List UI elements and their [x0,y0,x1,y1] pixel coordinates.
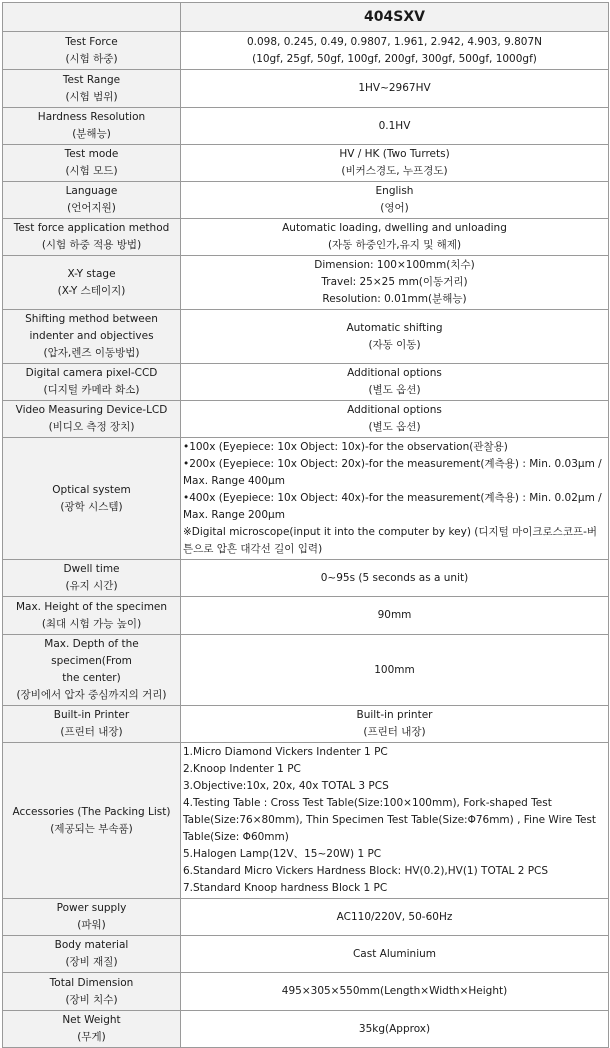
spec-value-cell [181,438,609,560]
spec-value-line: Dimension: 100×100mm(치수) [314,259,475,271]
spec-value-line: (별도 옵션) [368,421,421,433]
spec-value-line: Automatic shifting [346,321,443,334]
spec-row [3,973,609,1011]
spec-label-line: Shifting method between [25,313,158,325]
spec-label-line: (시험 모드) [65,165,118,177]
spec-label-cell [3,597,181,635]
spec-label-line: Hardness Resolution [37,111,146,123]
spec-label-cell [3,256,181,310]
spec-label-line: (제공되는 부속품) [50,822,133,835]
spec-label-cell [3,438,181,560]
spec-value-line: 0~95s (5 seconds as a unit) [320,571,469,584]
spec-value-line: (별도 옵션) [368,384,421,396]
spec-value-cell [181,364,609,401]
spec-row [3,219,609,256]
spec-value-line: 35kg(Approx) [358,1022,431,1035]
spec-label-cell [3,70,181,108]
spec-value-cell [181,145,609,182]
spec-value-line: AC110/220V, 50-60Hz [336,910,453,923]
spec-value-cell [181,70,609,108]
spec-label-line: Digital camera pixel-CCD [25,367,158,379]
spec-label-line: (장비 치수) [65,993,118,1006]
spec-label-line: (시험 범위) [65,90,118,103]
spec-label-cell [3,973,181,1011]
spec-label-line: (장비 재질) [65,956,118,968]
spec-label-line: the center) [62,672,121,684]
spec-label-line: (시험 하중) [65,52,118,65]
spec-row [3,899,609,936]
spec-value-line: Cast Aluminium [352,947,437,960]
spec-row [3,743,609,899]
spec-label-line: (최대 시험 가능 높이) [41,617,142,630]
spec-row [3,32,609,70]
spec-label-line: Max. Depth of the specimen(From [44,638,139,667]
spec-label-line: indenter and objectives [29,330,154,342]
spec-row [3,560,609,597]
spec-value-line: 0.1HV [378,119,411,132]
spec-value-cell [181,936,609,973]
spec-row [3,1011,609,1048]
spec-value-line: (영어) [380,202,409,214]
spec-table [2,2,609,1048]
spec-label-line: (디지털 카메라 화소) [43,384,140,396]
spec-label-cell [3,899,181,936]
spec-label-cell [3,182,181,219]
spec-label-line: Optical system [52,483,131,496]
spec-value-line: (비커스경도, 누프경도) [341,165,448,177]
spec-label-line: Dwell time [63,563,120,575]
spec-table-body [3,32,609,1048]
spec-label-cell [3,401,181,438]
spec-label-line: Test mode [64,148,119,160]
spec-value-line: HV / HK (Two Turrets) [339,148,450,160]
spec-value-line: ※Digital microscope(input it into the computer by key) (디지털 마이크로스코프-버튼으로 압흔 대각선 길이 입력) [183,526,598,555]
spec-row [3,635,609,706]
spec-label-line: Video Measuring Device-LCD [15,404,168,416]
spec-value-cell [181,560,609,597]
spec-row [3,438,609,560]
spec-value-line: 2.Knoop Indenter 1 PC [183,763,301,775]
spec-label-cell [3,32,181,70]
spec-value-cell [181,32,609,70]
spec-value-line: •400x (Eyepiece: 10x Object: 40x)-for the measurement(계측용) : Min. 0.02μm / Max. Range 200μm [183,492,602,521]
spec-label-line: (파워) [77,919,106,931]
spec-label-line: Test force application method [13,222,170,234]
spec-label-line: (시험 하중 적용 방법) [41,239,142,251]
spec-value-line: 495×305×550mm(Length×Width×Height) [281,985,508,997]
spec-value-cell [181,743,609,899]
spec-value-cell [181,256,609,310]
spec-value-line: (자동 이동) [368,338,421,351]
spec-label-cell [3,145,181,182]
spec-label-line: Accessories (The Packing List) [12,805,171,818]
spec-value-line: 4.Testing Table : Cross Test Table(Size:100×100mm), Fork-shaped Test Table(Size:76×80mm), Thin Specimen Test Table(Size:Φ76mm) , Fine Wire Test Table(Size: Φ60mm) [183,797,597,843]
spec-value-line: Travel: 25×25 mm(이동거리) [321,276,468,288]
spec-label-line: (광학 시스템) [60,500,123,513]
header-row [3,3,609,32]
spec-label-line: (프린터 내장) [60,726,123,738]
spec-value-cell [181,219,609,256]
spec-value-cell [181,310,609,364]
spec-label-line: (분해능) [72,128,111,140]
spec-value-line: 100mm [374,663,415,676]
spec-value-line: 5.Halogen Lamp(12V、15~20W) 1 PC [183,848,382,860]
spec-label-line: Test Force [65,35,118,48]
spec-value-line: Automatic loading, dwelling and unloading [282,222,507,234]
spec-value-line: (10gf, 25gf, 50gf, 100gf, 200gf, 300gf, 500gf, 1000gf) [252,52,537,65]
spec-label-cell [3,560,181,597]
spec-value-line: 1HV~2967HV [358,82,431,94]
spec-label-line: Test Range [62,73,121,86]
spec-row [3,256,609,310]
model-name: 404SXV [181,3,609,32]
spec-row [3,364,609,401]
spec-label-line: Net Weight [62,1014,121,1026]
spec-label-cell [3,706,181,743]
spec-label-line: (X-Y 스테이지) [57,284,126,297]
spec-label-line: (압자,렌즈 이동방법) [43,347,140,359]
spec-value-line: English [375,185,414,197]
spec-value-line: 0.098, 0.245, 0.49, 0.9807, 1.961, 2.942, 4.903, 9.807N [246,35,543,48]
spec-row [3,70,609,108]
spec-label-line: (무게) [77,1031,106,1043]
spec-label-line: (언어지원) [67,202,116,214]
spec-value-line: 3.Objective:10x, 20x, 40x TOTAL 3 PCS [183,780,389,792]
spec-label-line: Language [65,185,118,197]
spec-label-cell [3,635,181,706]
spec-label-line: (비디오 측정 장치) [48,421,135,433]
spec-label-cell [3,936,181,973]
spec-label-line: (유지 시간) [65,580,118,592]
spec-label-cell [3,310,181,364]
spec-label-line: Total Dimension [49,976,134,989]
spec-label-line: Max. Height of the specimen [15,600,168,613]
spec-value-line: Additional options [347,404,442,416]
spec-value-cell [181,706,609,743]
spec-label-line: Body material [54,939,129,951]
spec-label-cell [3,743,181,899]
spec-value-line: 6.Standard Micro Vickers Hardness Block: HV(0.2),HV(1) TOTAL 2 PCS [183,865,549,877]
spec-value-cell [181,182,609,219]
spec-label-line: Built-in Printer [53,709,130,721]
spec-value-cell [181,108,609,145]
spec-value-line: 1.Micro Diamond Vickers Indenter 1 PC [183,746,388,758]
spec-label-cell [3,108,181,145]
spec-value-line: •200x (Eyepiece: 10x Object: 20x)-for the measurement(계측용) : Min. 0.03μm / Max. Range 400μm [183,458,602,487]
spec-value-line: Built-in printer [356,709,433,721]
spec-value-line: Additional options [347,367,442,379]
spec-value-line: 7.Standard Knoop hardness Block 1 PC [183,882,388,894]
spec-row [3,401,609,438]
spec-value-cell [181,635,609,706]
spec-row [3,145,609,182]
spec-label-cell [3,219,181,256]
spec-row [3,310,609,364]
spec-value-cell [181,973,609,1011]
spec-row [3,936,609,973]
spec-value-line: 90mm [377,609,412,621]
spec-value-cell [181,1011,609,1048]
header-blank-cell [3,3,181,32]
spec-value-line: (자동 하중인가,유지 및 해제) [327,239,462,251]
spec-row [3,597,609,635]
spec-label-line: X-Y stage [67,267,116,280]
spec-value-line: Resolution: 0.01mm(분해능) [322,293,467,305]
spec-value-line: (프린터 내장) [363,726,426,738]
spec-row [3,108,609,145]
spec-value-cell [181,899,609,936]
spec-value-cell [181,597,609,635]
spec-row [3,182,609,219]
spec-label-line: (장비에서 압자 중심까지의 거리) [16,689,167,701]
spec-value-cell [181,401,609,438]
spec-value-line: •100x (Eyepiece: 10x Object: 10x)-for the observation(관찰용) [183,441,508,453]
spec-label-line: Power supply [56,902,127,914]
spec-label-cell [3,1011,181,1048]
spec-row [3,706,609,743]
spec-label-cell [3,364,181,401]
